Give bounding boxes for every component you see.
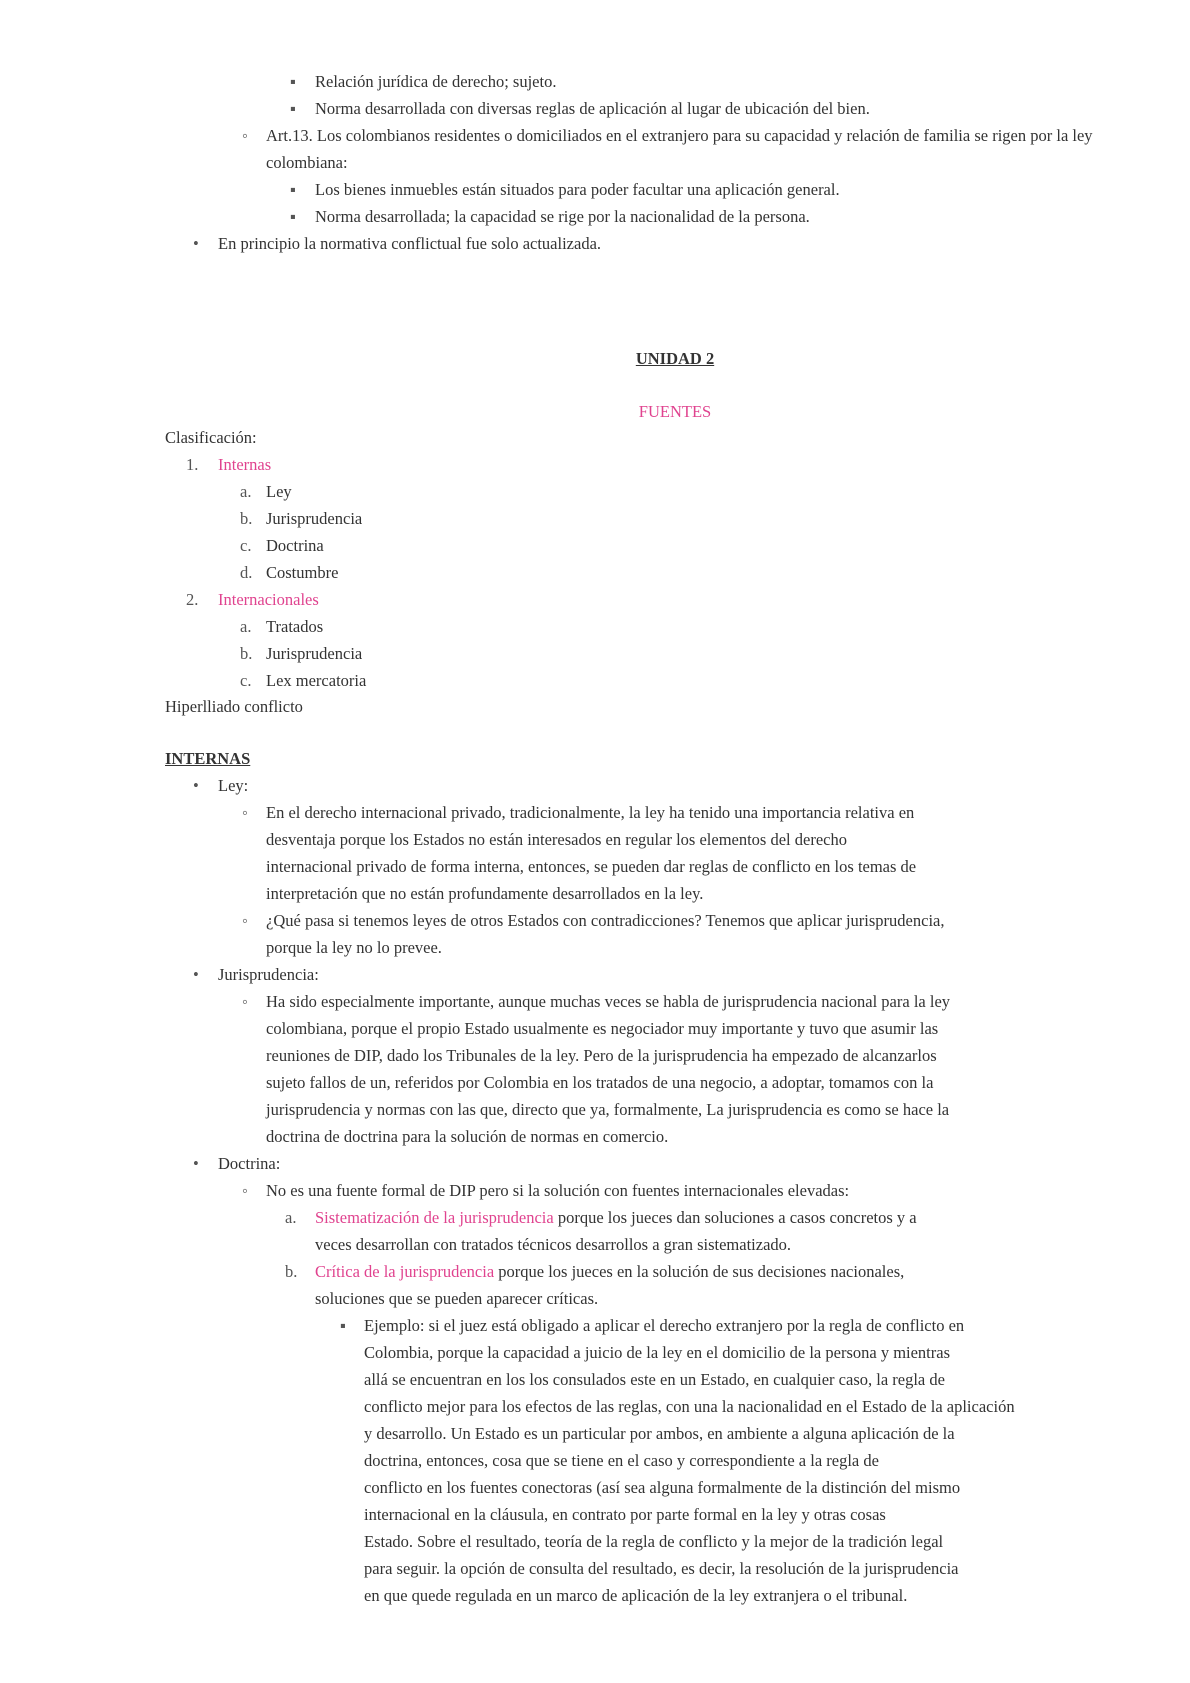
list-marker: d. <box>240 563 253 582</box>
paragraph-line: En el derecho internacional privado, tradicionalmente, la ley ha tenido una importancia relativa en <box>266 803 915 822</box>
paragraph-line: interpretación que no están profundamente desarrollados en la ley. <box>266 884 704 903</box>
internas-list <box>0 772 1190 1609</box>
paragraph-line: ¿Qué pasa si tenemos leyes de otros Estados con contradicciones? Tenemos que aplicar jurisprudencia, <box>266 911 945 930</box>
internas-bullet <box>0 1150 1190 1177</box>
bullet-item <box>0 203 1190 230</box>
paragraph-line: desventaja porque los Estados no están interesados en regular los elementos del derecho <box>266 830 847 849</box>
classification-group <box>0 586 1190 613</box>
classification-item <box>0 559 1190 586</box>
list-marker: • <box>193 1154 199 1173</box>
list-marker: ▪ <box>290 72 296 91</box>
unit-title: UNIDAD 2 <box>635 349 715 368</box>
list-marker: ▪ <box>290 99 296 118</box>
bullet-item <box>0 68 1190 95</box>
list-item-text: Jurisprudencia <box>266 644 363 663</box>
list-marker: • <box>193 776 199 795</box>
internas-bullet <box>0 961 1190 988</box>
unit-subtitle: FUENTES <box>638 402 712 421</box>
highlight-term: Sistematización de la jurisprudencia <box>315 1208 554 1227</box>
list-marker: c. <box>240 671 252 690</box>
list-marker: b. <box>285 1262 298 1281</box>
list-marker: • <box>193 965 199 984</box>
list-item-text: Ley <box>266 482 292 501</box>
classification-item <box>0 667 1190 694</box>
paragraph-line: reuniones de DIP, dado los Tribunales de la ley. Pero de la jurisprudencia ha empezado de alcanzarlos <box>266 1046 937 1065</box>
classification-group-label: Internacionales <box>218 590 319 609</box>
paragraph-line: No es una fuente formal de DIP pero si la solución con fuentes internacionales elevadas: <box>266 1181 850 1200</box>
paragraph-line: Ejemplo: si el juez está obligado a aplicar el derecho extranjero por la regla de conflicto en <box>364 1316 965 1335</box>
paragraph-line: allá se encuentran en los los consulados este en un Estado, en cualquier caso, la regla de <box>364 1370 945 1389</box>
doctrina-point <box>0 1204 1190 1258</box>
paragraph-text <box>364 1312 1095 1609</box>
list-item-text: Norma desarrollada; la capacidad se rige por la nacionalidad de la persona. <box>315 207 810 226</box>
list-marker: c. <box>240 536 252 555</box>
paragraph-line: en que quede regulada en un marco de aplicación de la ley extranjera o el tribunal. <box>364 1586 908 1605</box>
doctrina-point <box>0 1258 1190 1312</box>
list-marker: a. <box>240 617 252 636</box>
paragraph-line: veces desarrollan con tratados técnicos desarrollos a gran sistematizado. <box>315 1235 792 1254</box>
list-marker: ◦ <box>242 803 248 822</box>
list-item-text: Tratados <box>266 617 324 636</box>
classification-heading: Clasificación: <box>165 428 257 447</box>
list-item-text: Jurisprudencia: <box>218 965 319 984</box>
paragraph-line <box>315 1258 1095 1285</box>
internas-heading: INTERNAS <box>165 749 251 768</box>
paragraph-text <box>315 1204 1095 1258</box>
paragraph-line: conflicto mejor para los efectos de las reglas, con una la nacionalidad en el Estado de la aplicación <box>364 1397 1015 1416</box>
paragraph-line: para seguir. la opción de consulta del resultado, es decir, la resolución de la jurisprudencia <box>364 1559 959 1578</box>
classification-item <box>0 640 1190 667</box>
internas-sub-bullet <box>0 988 1190 1150</box>
list-item-text: Los bienes inmuebles están situados para poder facultar una aplicación general. <box>315 180 840 199</box>
list-item-text: Jurisprudencia <box>266 509 363 528</box>
paragraph-line: doctrina, entonces, cosa que se tiene en el caso y correspondiente a la regla de <box>364 1451 879 1470</box>
paragraph-line: conflicto en los fuentes conectoras (así sea alguna formalmente de la distinción del mismo <box>364 1478 961 1497</box>
classification-item <box>0 532 1190 559</box>
internas-sub-bullet <box>0 799 1190 907</box>
paragraph-text <box>266 907 1095 961</box>
list-marker: b. <box>240 509 253 528</box>
paragraph-line: Estado. Sobre el resultado, teoría de la regla de conflicto y la mejor de la tradición legal <box>364 1532 944 1551</box>
paragraph-line: y desarrollo. Un Estado es un particular por ambos, en ambiente a alguna aplicación de la <box>364 1424 955 1443</box>
list-item-text: En principio la normativa conflictual fue solo actualizada. <box>218 234 602 253</box>
classification-item <box>0 478 1190 505</box>
list-marker: a. <box>285 1208 297 1227</box>
classification-item <box>0 613 1190 640</box>
list-marker: ▪ <box>340 1316 346 1335</box>
list-marker: 2. <box>186 590 199 609</box>
paragraph-text <box>266 1177 1095 1204</box>
list-item-text: Relación jurídica de derecho; sujeto. <box>315 72 557 91</box>
paragraph-line: colombiana, porque el propio Estado usualmente es negociador muy importante y tuvo que asumir las <box>266 1019 939 1038</box>
paragraph-line: internacional privado de forma interna, entonces, se pueden dar reglas de conflicto en los temas de <box>266 857 917 876</box>
paragraph-line <box>315 1204 1095 1231</box>
list-marker: 1. <box>186 455 199 474</box>
bullet-item <box>0 95 1190 122</box>
bullet-item <box>0 122 1190 176</box>
paragraph-line: Colombia, porque la capacidad a juicio de la ley en el domicilio de la persona y mientras <box>364 1343 951 1362</box>
paragraph-line: internacional en la cláusula, en contrato por parte formal en la ley y otras cosas <box>364 1505 886 1524</box>
list-item-text: Costumbre <box>266 563 339 582</box>
list-item-text: Ley: <box>218 776 249 795</box>
bullet-item <box>0 176 1190 203</box>
list-item-text: Norma desarrollada con diversas reglas de aplicación al lugar de ubicación del bien. <box>315 99 870 118</box>
classification-footer: Hiperlliado conflicto <box>165 697 303 716</box>
classification-list <box>0 451 1190 694</box>
list-item-text: Art.13. Los colombianos residentes o domiciliados en el extranjero para su capacidad y relación de familia se rigen por la ley colombiana: <box>266 126 1093 172</box>
classification-item <box>0 505 1190 532</box>
list-item-text: Doctrina <box>266 536 324 555</box>
list-marker: • <box>193 234 199 253</box>
list-marker: ◦ <box>242 126 248 145</box>
classification-group-label: Internas <box>218 455 272 474</box>
top-bullet-list <box>0 68 1190 257</box>
list-item-text: Lex mercatoria <box>266 671 367 690</box>
paragraph-line: Ha sido especialmente importante, aunque muchas veces se habla de jurisprudencia nacional para la ley <box>266 992 951 1011</box>
line-text: porque los jueces dan soluciones a casos concretos y a <box>553 1208 917 1227</box>
list-marker: b. <box>240 644 253 663</box>
highlight-term: Crítica de la jurisprudencia <box>315 1262 495 1281</box>
paragraph-line: sujeto fallos de un, referidos por Colombia en los tratados de una negocio, a adoptar, tomamos con la <box>266 1073 934 1092</box>
paragraph-text <box>266 988 1095 1150</box>
example-bullet <box>0 1312 1190 1609</box>
internas-sub-bullet <box>0 1177 1190 1204</box>
paragraph-line: soluciones que se pueden aparecer críticas. <box>315 1289 599 1308</box>
paragraph-text <box>266 799 1095 907</box>
bullet-item <box>0 230 1190 257</box>
list-marker: ◦ <box>242 911 248 930</box>
internas-bullet <box>0 772 1190 799</box>
paragraph-line: doctrina de doctrina para la solución de normas en comercio. <box>266 1127 669 1146</box>
list-marker: ▪ <box>290 180 296 199</box>
list-marker: ◦ <box>242 1181 248 1200</box>
list-item-text: Doctrina: <box>218 1154 281 1173</box>
line-text: porque los jueces en la solución de sus decisiones nacionales, <box>494 1262 905 1281</box>
list-marker: ◦ <box>242 992 248 1011</box>
internas-sub-bullet <box>0 907 1190 961</box>
paragraph-text <box>315 1258 1095 1312</box>
paragraph-line: jurisprudencia y normas con las que, directo que ya, formalmente, La jurisprudencia es como se hace la <box>266 1100 950 1119</box>
paragraph-line: porque la ley no lo prevee. <box>266 938 442 957</box>
list-marker: a. <box>240 482 252 501</box>
list-marker: ▪ <box>290 207 296 226</box>
classification-group <box>0 451 1190 478</box>
